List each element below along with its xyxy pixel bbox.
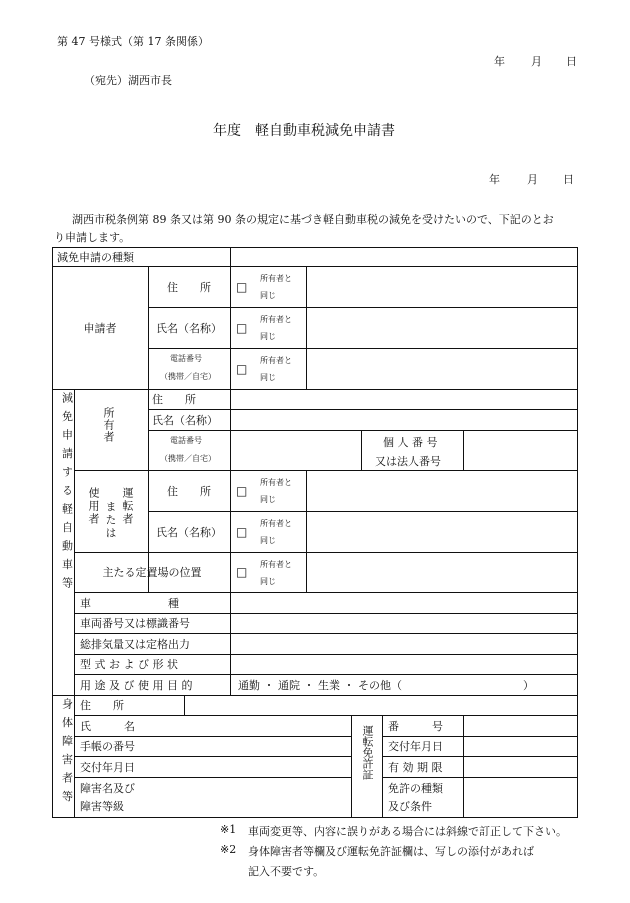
license-type-label: 免許の種類 bbox=[388, 782, 443, 795]
note-1-mark: ※1 bbox=[220, 823, 237, 836]
disabled-name-label: 氏 名 bbox=[80, 719, 135, 733]
plate-number-label: 車両番号又は標識番号 bbox=[80, 617, 190, 630]
individual-number-sublabel: 又は法人番号 bbox=[375, 455, 441, 468]
owner-name-label: 氏名（名称） bbox=[152, 413, 218, 427]
user-name-label: 氏名（名称） bbox=[156, 525, 222, 539]
handbook-issue-date-label: 交付年月日 bbox=[80, 760, 135, 774]
same-as-owner-text: 所有者と bbox=[260, 315, 292, 324]
applicant-phone-same-checkbox[interactable]: □ bbox=[236, 361, 248, 376]
owner-phone-sublabel: （携帯／自宅） bbox=[160, 454, 216, 463]
license-expiry-field[interactable] bbox=[465, 757, 576, 776]
model-field[interactable] bbox=[232, 655, 576, 673]
applicant-name-label: 氏名（名称） bbox=[156, 321, 222, 335]
disability-name-field[interactable] bbox=[186, 778, 350, 816]
intro-text-line1: 湖西市税条例第 89 条又は第 90 条の規定に基づき軽自動車税の減免を受けたいので、下記のとお bbox=[72, 213, 554, 226]
license-issue-date-field[interactable] bbox=[465, 737, 576, 755]
vehicle-type-field[interactable] bbox=[232, 593, 576, 612]
owner-address-label: 住 所 bbox=[152, 393, 196, 406]
same-as-owner-text: 所有者と bbox=[260, 274, 292, 283]
license-number-label: 番 号 bbox=[388, 719, 443, 733]
applicant-phone-sublabel: （携帯／自宅） bbox=[160, 372, 216, 381]
applicant-name-same-checkbox[interactable]: □ bbox=[236, 320, 248, 335]
individual-number-field[interactable] bbox=[465, 431, 576, 469]
owner-address-field[interactable] bbox=[232, 390, 576, 408]
user-name-field[interactable] bbox=[308, 512, 576, 551]
same-as-owner-text: 所有者と bbox=[260, 560, 292, 569]
applicant-address-label: 住 所 bbox=[167, 280, 211, 294]
user-driver-label: または bbox=[104, 501, 117, 540]
vehicle-section-label: 減免申請する軽自動車等 bbox=[60, 392, 74, 596]
note-2-mark: ※2 bbox=[220, 843, 237, 856]
disability-name-label: 障害名及び bbox=[80, 782, 135, 795]
disabled-name-field[interactable] bbox=[186, 716, 350, 735]
same-as-owner-text: 同じ bbox=[260, 536, 276, 545]
date-day-top: 日 bbox=[566, 55, 577, 68]
note-2-text: 身体障害者等欄及び運転免許証欄は、写しの添付があれば bbox=[248, 845, 534, 858]
same-as-owner-text: 同じ bbox=[260, 373, 276, 382]
user-driver-label: 使用者 bbox=[87, 487, 100, 526]
same-as-owner-text: 所有者と bbox=[260, 478, 292, 487]
individual-number-label: 個 人 番 号 bbox=[383, 436, 438, 449]
reduction-type-label: 減免申請の種類 bbox=[57, 250, 134, 264]
same-as-owner-text: 同じ bbox=[260, 495, 276, 504]
applicant-phone-field[interactable] bbox=[308, 349, 576, 388]
storage-location-label: 主たる定置場の位置 bbox=[102, 566, 202, 579]
applicant-label: 申請者 bbox=[83, 321, 117, 335]
date-month-top: 月 bbox=[531, 55, 542, 68]
disabled-section-label: 身体障害者等 bbox=[60, 698, 74, 809]
handbook-number-label: 手帳の番号 bbox=[80, 740, 135, 753]
intro-text-line2: り申請します。 bbox=[54, 231, 131, 244]
owner-name-field[interactable] bbox=[232, 410, 576, 429]
license-expiry-label: 有 効 期 限 bbox=[388, 760, 443, 774]
displacement-field[interactable] bbox=[232, 634, 576, 653]
recipient: （宛先）湖西市長 bbox=[84, 74, 172, 87]
disabled-address-field[interactable] bbox=[186, 696, 576, 714]
user-driver-label: 運転者 bbox=[121, 487, 134, 526]
handbook-issue-date-field[interactable] bbox=[186, 757, 350, 776]
applicant-phone-label: 電話番号 bbox=[170, 354, 202, 363]
note-2-text: 記入不要です。 bbox=[248, 865, 325, 878]
owner-phone-label: 電話番号 bbox=[170, 436, 202, 445]
form-number: 第 47 号様式（第 17 条関係） bbox=[57, 35, 209, 48]
same-as-owner-text: 同じ bbox=[260, 332, 276, 341]
handbook-number-field[interactable] bbox=[186, 737, 350, 755]
disabled-address-label: 住 所 bbox=[80, 699, 124, 712]
vehicle-type-label: 車 種 bbox=[80, 596, 179, 610]
same-as-owner-text: 所有者と bbox=[260, 356, 292, 365]
user-address-same-checkbox[interactable]: □ bbox=[236, 483, 248, 498]
storage-location-same-checkbox[interactable]: □ bbox=[236, 565, 248, 579]
displacement-label: 総排気量又は定格出力 bbox=[80, 637, 190, 651]
note-1-text: 車両変更等、内容に誤りがある場合には斜線で訂正して下さい。 bbox=[248, 825, 567, 838]
plate-number-field[interactable] bbox=[232, 614, 576, 632]
date-year-second: 年 bbox=[489, 173, 500, 186]
purpose-options[interactable]: 通勤 ・ 通院 ・ 生業 ・ その他（ ） bbox=[238, 678, 534, 692]
storage-location-field[interactable] bbox=[308, 553, 576, 591]
applicant-name-field[interactable] bbox=[308, 308, 576, 347]
license-issue-date-label: 交付年月日 bbox=[388, 740, 443, 753]
user-address-field[interactable] bbox=[308, 471, 576, 510]
disability-grade-label: 障害等級 bbox=[80, 800, 124, 813]
model-label: 型 式 お よ び 形 状 bbox=[80, 658, 178, 671]
license-conditions-label: 及び条件 bbox=[388, 800, 432, 813]
owner-phone-field[interactable] bbox=[232, 431, 360, 469]
user-name-same-checkbox[interactable]: □ bbox=[236, 524, 248, 539]
license-number-field[interactable] bbox=[465, 716, 576, 735]
applicant-address-same-checkbox[interactable]: □ bbox=[236, 279, 248, 294]
same-as-owner-text: 同じ bbox=[260, 291, 276, 300]
user-address-label: 住 所 bbox=[167, 484, 211, 498]
drivers-license-label: 運転免許証 bbox=[361, 725, 374, 780]
owner-label: 所有者 bbox=[102, 407, 115, 443]
same-as-owner-text: 所有者と bbox=[260, 519, 292, 528]
date-day-second: 日 bbox=[563, 173, 574, 186]
purpose-label: 用 途 及 び 使 用 目 的 bbox=[80, 678, 193, 692]
same-as-owner-text: 同じ bbox=[260, 577, 276, 586]
date-month-second: 月 bbox=[527, 173, 538, 186]
date-year-top: 年 bbox=[494, 55, 505, 68]
applicant-address-field[interactable] bbox=[308, 267, 576, 306]
page-title: 年度 軽自動車税減免申請書 bbox=[213, 123, 395, 139]
reduction-type-field[interactable] bbox=[232, 248, 576, 265]
license-type-field[interactable] bbox=[465, 778, 576, 816]
application-form-table bbox=[52, 247, 578, 818]
